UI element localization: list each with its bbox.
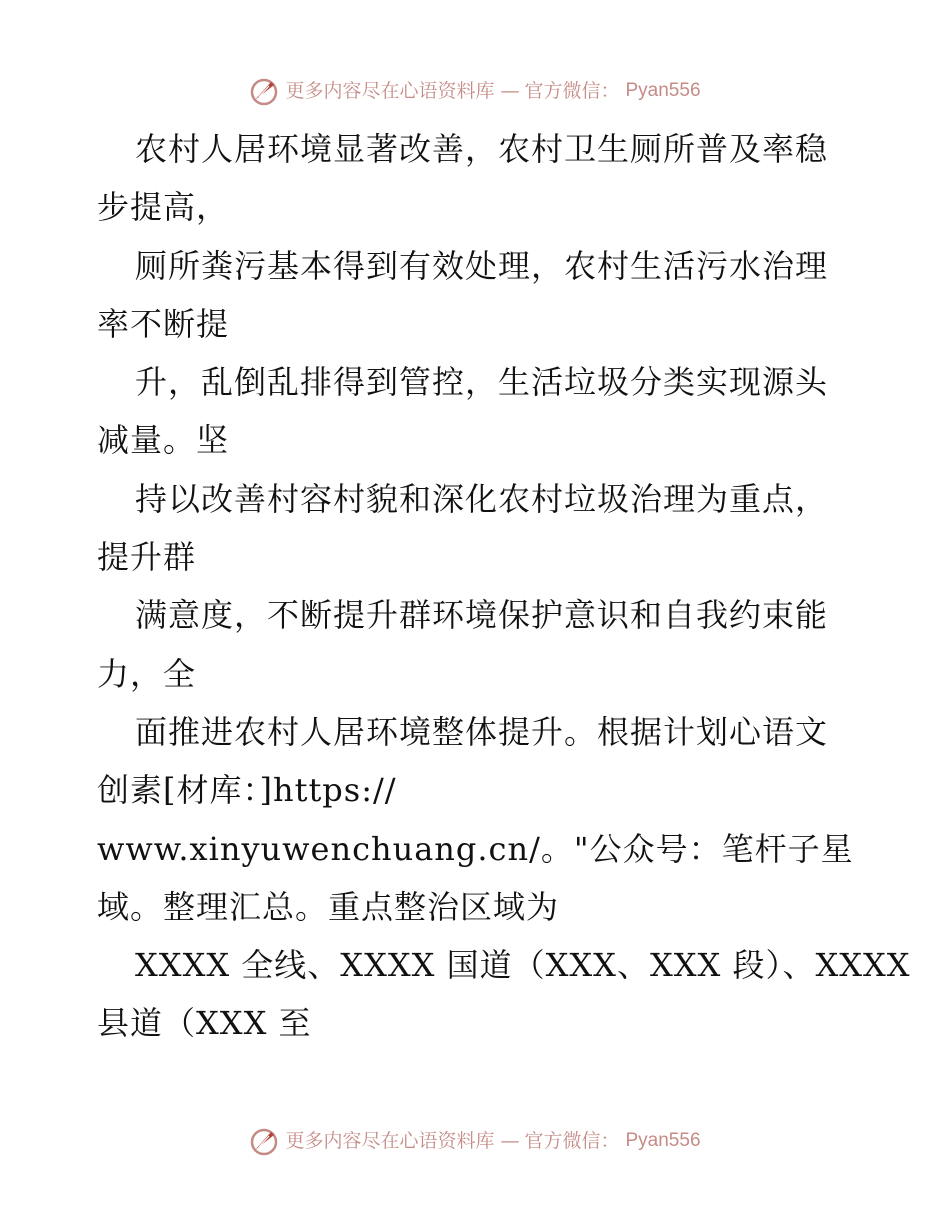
banner-text: 更多内容尽在心语资料库 (285, 80, 495, 102)
banner-wechat-id: Pyan556 (625, 1130, 701, 1151)
body-line: 步提高， (97, 188, 230, 227)
banner-wechat-label: 官方微信： (524, 1130, 620, 1152)
body-line: 面推进农村人居环境整体提升。根据计划心语文 (135, 712, 829, 751)
body-line: 提升群 (97, 538, 197, 577)
header-watermark-banner (0, 76, 950, 106)
body-line: 域。整理汇总。重点整治区域为 (97, 887, 560, 926)
feather-pen-logo-icon (249, 1126, 279, 1156)
body-line: 农村人居环境显著改善，农村卫生厕所普及率稳 (135, 130, 829, 168)
body-line: 满意度，不断提升群环境保护意识和自我约束能 (135, 596, 829, 635)
body-line: 县道（XXX 至 (97, 1004, 312, 1043)
body-line: 力，全 (97, 654, 197, 693)
body-line: 厕所粪污基本得到有效处理，农村生活污水治理 (135, 246, 829, 285)
footer-watermark-banner (0, 1126, 950, 1156)
feather-pen-logo-icon (249, 76, 279, 106)
body-line: www.xinyuwenchuang.cn/。"公众号：笔杆子星 (97, 829, 854, 868)
banner-text: 更多内容尽在心语资料库 (285, 1130, 495, 1152)
banner-wechat-label: 官方微信： (524, 80, 620, 102)
body-line: 减量。坚 (97, 421, 230, 460)
banner-wechat-id: Pyan556 (625, 80, 701, 101)
body-line: 创素[材库：]https:// (97, 771, 397, 810)
body-line: 率不断提 (97, 304, 230, 343)
banner-separator: — (500, 1130, 519, 1152)
banner-separator: — (500, 80, 519, 102)
body-line: XXXX 全线、XXXX 国道（XXX、XXX 段）、XXXX (135, 946, 911, 985)
document-body (97, 120, 911, 1053)
body-line: 升，乱倒乱排得到管控，生活垃圾分类实现源头 (135, 363, 829, 402)
body-line: 持以改善村容村貌和深化农村垃圾治理为重点， (135, 479, 829, 518)
